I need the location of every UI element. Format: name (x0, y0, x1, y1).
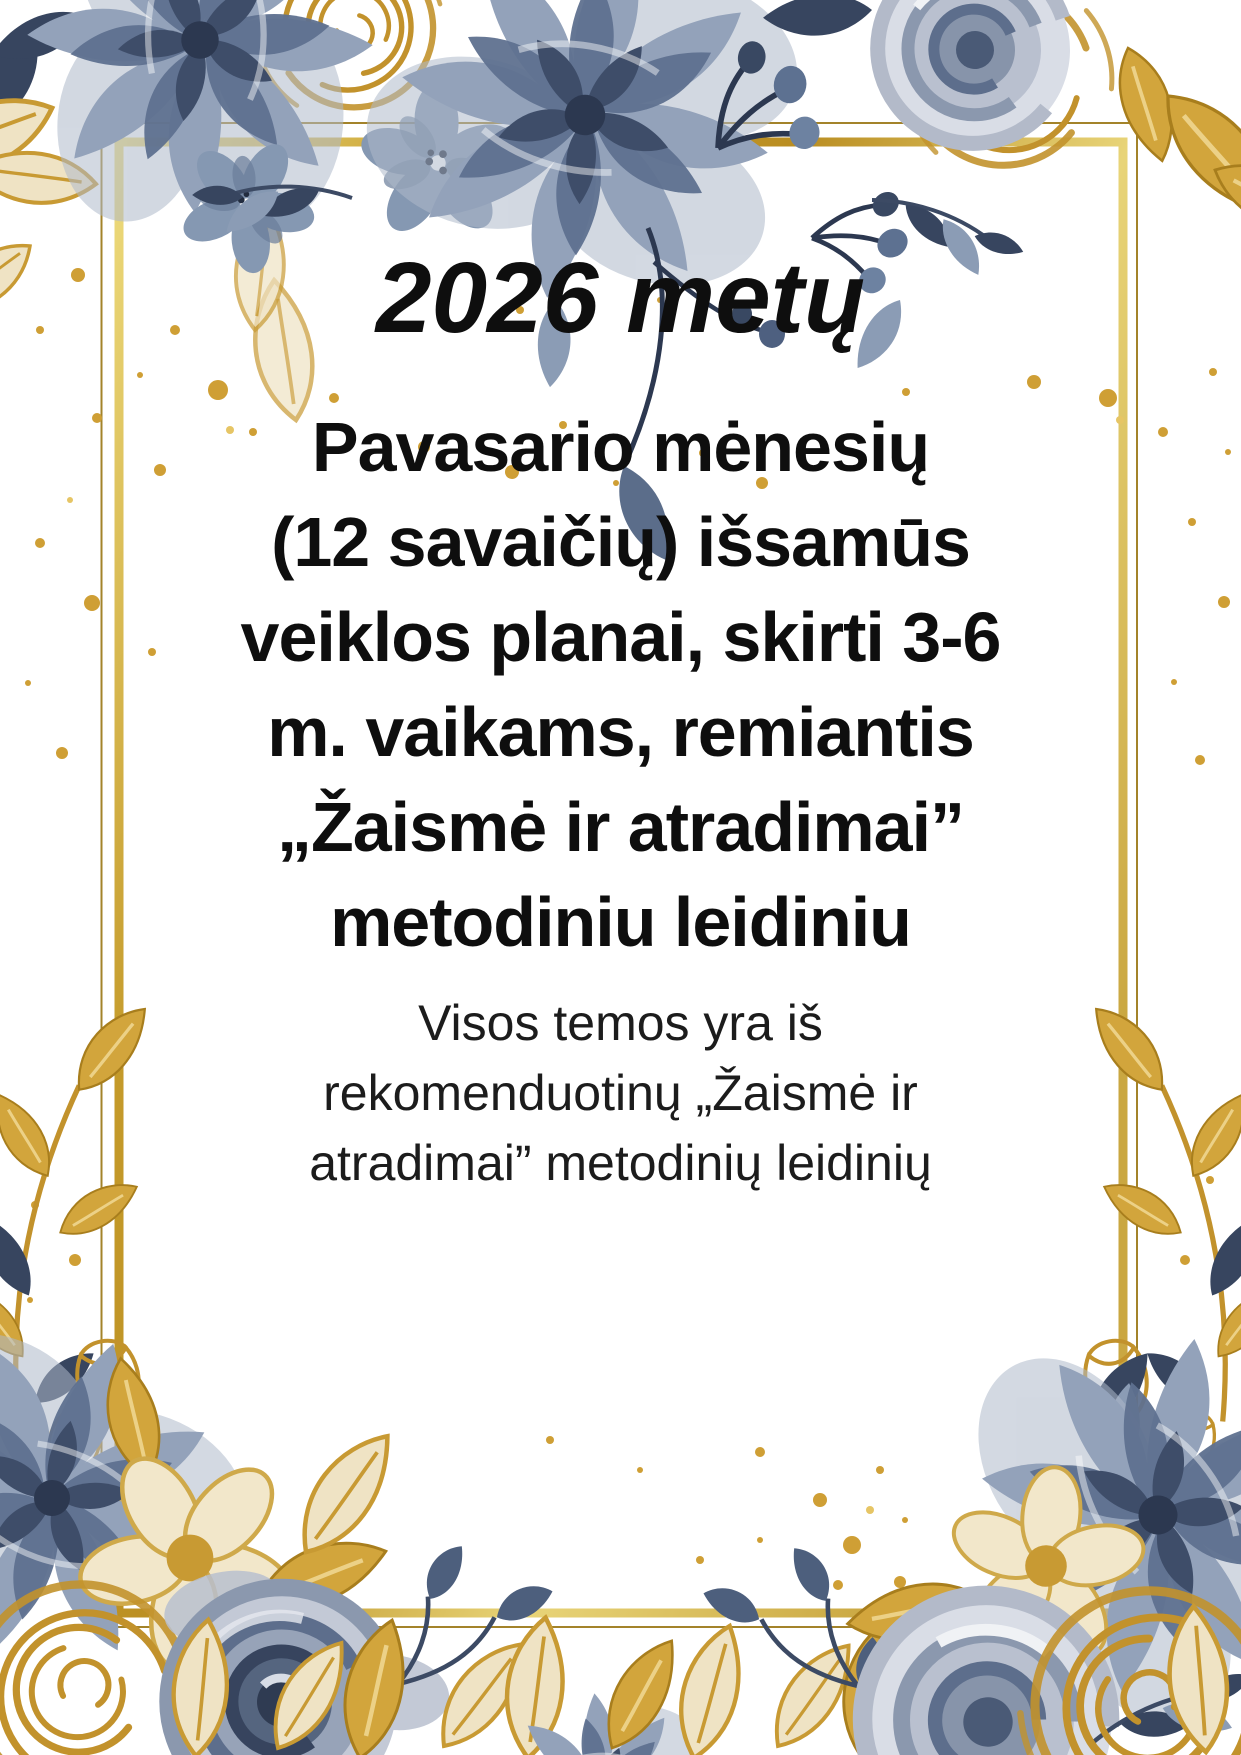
year-title: 2026 metų (375, 242, 866, 354)
heading-line: Pavasario mėnesių (311, 408, 930, 486)
heading-line: m. vaikams, remiantis (267, 693, 974, 771)
main-heading (60, 400, 1181, 970)
subtitle-line: rekomenduotinų „Žaismė ir (323, 1065, 918, 1121)
heading-line: „Žaismė ir atradimai” (276, 788, 965, 866)
heading-line: metodiniu leidiniu (330, 883, 911, 961)
subtitle-line: atradimai” metodinių leidinių (309, 1135, 932, 1191)
heading-line: veiklos planai, skirti 3-6 (240, 598, 1001, 676)
heading-line: (12 savaičių) išsamūs (271, 503, 970, 581)
subtitle (60, 988, 1181, 1198)
subtitle-line: Visos temos yra iš (418, 995, 823, 1051)
